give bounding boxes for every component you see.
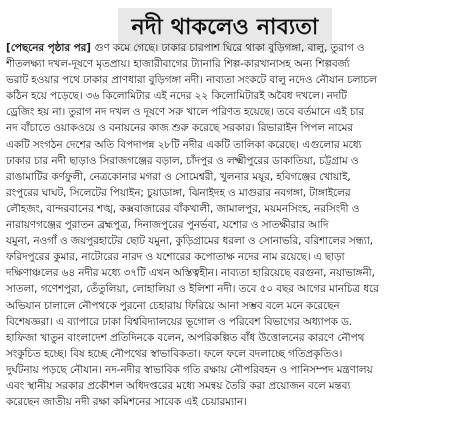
article-line: বিশেষজ্ঞরা। এ ব্যাপারে ঢাকা বিশ্ববিদ্যালয়ের ভূগোল ও পরিবেশ বিভাগের অধ্যাপক ড. <box>6 315 352 328</box>
article-line: ভরাট হওয়ার পথে ঢাকার প্রাণধারা বুড়িগঙ্গা নদী। নাব্যতা সংকটে বালু নদেও নৌযান চলাচল <box>6 74 377 87</box>
article-line: হাফিজা খাতুন বাংলাদেশ প্রতিদিনকে বলেন, অপরিকল্পিত বাঁধ উত্তোলনের কারণে নৌপথ <box>6 331 365 344</box>
article-line: নারায়ণগঞ্জের পুরাতন ব্রহ্মপুত্র, দিনাজপুরের পুনর্ভবা, যশোর ও সাতক্ষীরার আদি <box>6 219 329 232</box>
article-line-text: গুণ কমে গেছে। ঢাকার চারপাশ ঘিরে থাকা বুড়িগঙ্গা, বালু, তুরাগ ও <box>90 42 365 54</box>
article-line: শীতলক্ষ্যা দখল-দূষণে মৃতপ্রায়। হাজারীবাগের ট্যানারি শিল্প-কারখানাসহ অন্য শিল্পবর্জ্য <box>6 58 350 71</box>
article-headline: নদী থাকলেও নাব্যতা <box>118 8 333 51</box>
continued-from-label: [পেছনের পৃষ্ঠার পর] <box>6 42 91 54</box>
article-line: দক্ষিণাঞ্চলের ৬৪ নদীর মধ্যে ৩৭টি এখন অস্তিত্বহীন। নাব্যতা হারিয়েছে বরগুনা, নয়াভাঙ্গনী, <box>6 267 375 280</box>
article-line: ড্রেজিং হয় না। তুরাগ নদ দখল ও দূষণে সরু খালে পরিণত হয়েছে। তবে বর্তমানে এই চার <box>6 106 365 119</box>
clipped-previous-line <box>0 0 450 6</box>
article-line: অভিযান চালালে নৌপথকে পুরনো চেহারায় ফিরিয়ে আনা সম্ভব বলে মনে করেছেন <box>6 299 340 312</box>
article-line: সংকুচিত হচ্ছে। বিষ হচ্ছে নৌপথের স্বাভাবিকতা। ফলে ফলে বদলাচ্ছে গতিপ্রকৃতিও। <box>6 347 343 360</box>
article-line: কঠিন হয়ে পড়েছে। ৩৬ কিলোমিটার এই নদের ২২ কিলোমিটারই অবৈধ দখলে। নদটি <box>6 90 347 103</box>
article-line: ঢাকার চার নদী ছাড়াও সিরাজগঞ্জের বড়াল, চাঁদপুর ও লক্ষ্মীপুরের ডাকাতিয়া, চট্টগ্রাম ও <box>6 154 359 167</box>
article-line: লৌহজং, বান্দরবানের শঙ্খ, কক্সবাজারের বাঁকখালী, জামালপুর, ময়মনসিংহ, নরসিংদী ও <box>6 202 360 215</box>
article-line: রাঙামাটির কর্ণফুলী, নেত্রকোনার মগরা ও সোমেশ্বরী, খুলনার ময়ূর, হবিগঞ্জের খোয়াই, <box>6 170 351 183</box>
article-line: দুর্ঘটনায় পড়ছে নৌযান। নদ-নদীর স্বাভাবিক গতি রক্ষায় নৌপরিবহন ও পানিসম্পদ মন্ত্রণালয় <box>6 363 373 376</box>
article-line: এবং স্থানীয় সরকার প্রকৌশল অধিদপ্তরের মধ্যে সমন্বয় তৈরি করা প্রয়োজন বলে মন্তব্য <box>6 379 351 392</box>
article-line: যমুনা, নওগাঁ ও জয়পুরহাটের ছোট যমুনা, কুড়িগ্রামের ধরলা ও সোনাভরি, বরিশালের সন্ধ্যা, <box>6 235 374 248</box>
article-line: নদ বাঁচাতে ওয়াকওয়ে ও বনায়নের কাজ শুরু করেছে সরকার। রিভারাইন পিপল নামের <box>6 122 353 135</box>
article-line: রংপুরের ঘাঘট, সিলেটের পিয়াইন; চুয়াডাঙ্গা, ঝিনাইদহ ও মাগুরার নবগঙ্গা, টাঙ্গাইলের <box>6 186 351 199</box>
article-body <box>6 40 446 432</box>
article-line: করেছেন জাতীয় নদী রক্ষা কমিশনের সাবেক এই চেয়ারম্যান। <box>6 396 247 409</box>
article-line: একটি সংগঠন দেশের অতি বিপদাপন্ন ২৮টি নদীর একটি তালিকা করেছে। এগুলোর মধ্যে <box>6 138 362 151</box>
article-line: সাতলা, গণেশপুরা, তেঁতুলিয়া, লোহালিয়া ও ইলিশা নদী। তবে ৫০ বছর আগের মানচিত্র ধরে <box>6 283 379 296</box>
article-line <box>6 40 446 56</box>
article-line: ফরিদপুরের কুমার, নাটোরের নারদ ও যশোরের কপোতাক্ষ নদের নাম রয়েছে। এ ছাড়া <box>6 251 345 264</box>
